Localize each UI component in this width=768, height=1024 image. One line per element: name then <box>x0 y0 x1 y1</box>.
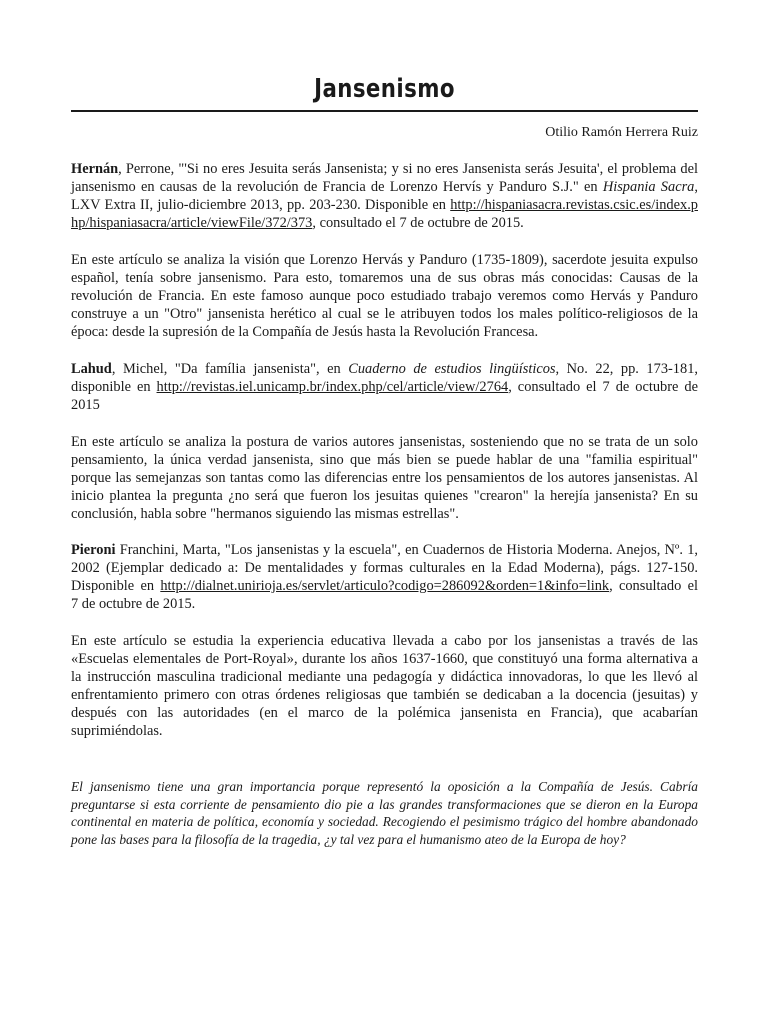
entry-journal: Cuaderno de estudios lingüísticos <box>348 361 556 377</box>
entry-abstract: En este artículo se estudia la experiencia educativa llevada a cabo por los jansenistas a través de las «Escuelas elementales de Port-Royal», durante los años 1637-1660, que constituyó una forma alternativa a la instrucción masculina tradicional mediante una pedagogía y didáctica innovadoras, lo que les llevó al enfrentamiento primero con otras órdenes religiosas que también se dedicaban a la docencia (jesuitas) y después con las autoridades (en el marco de la polémica jansenista en Francia), que acabarían suprimiéndolas. <box>71 633 698 739</box>
entry-text: , consultado el 7 de octubre de 2015. <box>312 215 524 231</box>
bibliography-entry <box>71 360 698 414</box>
entry-link[interactable]: http://hispaniasacra.revistas.csic.es/index.php/hispaniasacra/article/viewFile/372/373 <box>71 197 698 231</box>
entry-author: Hernán <box>71 161 119 177</box>
entry-text: , consultado el 7 de octubre de 2015. <box>71 578 698 612</box>
entry-journal: Hispania Sacra <box>602 179 695 195</box>
entry-abstract: En este artículo se analiza la postura de varios autores jansenistas, sosteniendo que no se trata de un solo pensamiento, la única verdad jansenista, sino que más bien se puede hablar de una "familia espiritual" porque las semejanzas son tantas como las diferencias entre los pensamientos de los autores jansenistas. Al inicio plantea la pregunta ¿no será que fueron los jesuitas quienes "crearon" la herejía jansenista? En su conclusión, habla sobre "hermanos siguiendo las mismas estrellas". <box>71 434 698 522</box>
entry-text: , Michel, "Da família jansenista", en <box>111 361 349 377</box>
entry-link[interactable]: http://revistas.iel.unicamp.br/index.php/cel/article/view/2764 <box>156 379 509 395</box>
entry-author: Pieroni <box>71 542 116 558</box>
entry-author: Lahud <box>71 361 112 377</box>
conclusion-paragraph: El jansenismo tiene una gran importancia porque representó la oposición a la Compañía de Jesús. Cabría preguntarse si esta corriente de pensamiento dio pie a las grandes transformaciones que se dieron en la Europa continental en materia de política, economía y sociedad. Recogiendo el pesimismo trágico del hombre abandonado pone las bases para la filosofía de la tragedia, ¿y tal vez para el humanismo ateo de la Europa de hoy? <box>71 779 698 847</box>
entry-text: Franchini, Marta, "Los jansenistas y la escuela", en Cuadernos de Historia Moderna. Anejos, Nº. 1, 2002 (Ejemplar dedicado a: De mentalidades y formas culturales en la Edad Moderna), págs. 127-150. Disponible en <box>71 542 698 594</box>
bibliography-entry <box>71 541 698 613</box>
entry-text: , LXV Extra II, julio-diciembre 2013, pp. 203-230. Disponible en <box>71 179 698 213</box>
document-page <box>71 72 698 848</box>
entry-text: , No. 22, pp. 173-181, disponible en <box>71 361 698 395</box>
title-rule <box>71 110 698 112</box>
page-title: Jansenismo <box>314 74 455 104</box>
entry-text: , Perrone, "'Si no eres Jesuita serás Jansenista; y si no eres Jansenista serás Jesuita', el problema del jansenismo en causas de la revolución de Francia de Lorenzo Hervís y Panduro S.J." en <box>71 161 698 195</box>
entry-text: , consultado el 7 de octubre de 2015 <box>71 379 698 413</box>
entry-link[interactable]: http://dialnet.unirioja.es/servlet/articulo?codigo=286092&orden=1&info=link <box>160 578 610 594</box>
document-author: Otilio Ramón Herrera Ruiz <box>545 125 698 140</box>
entry-abstract: En este artículo se analiza la visión que Lorenzo Hervás y Panduro (1735-1809), sacerdote jesuita expulso español, tenía sobre jansenismo. Para esto, tomaremos una de sus obras más conocidas: Causas de la revolución de Francia. En este famoso aunque poco estudiado trabajo veremos como Hervás y Panduro construye a un "Otro" jansenista herético al cual se le atribuyen todos los males político-religiosos de la época: desde la supresión de la Compañía de Jesús hasta la Revolución Francesa. <box>71 252 698 340</box>
bibliography-entry <box>71 160 698 232</box>
